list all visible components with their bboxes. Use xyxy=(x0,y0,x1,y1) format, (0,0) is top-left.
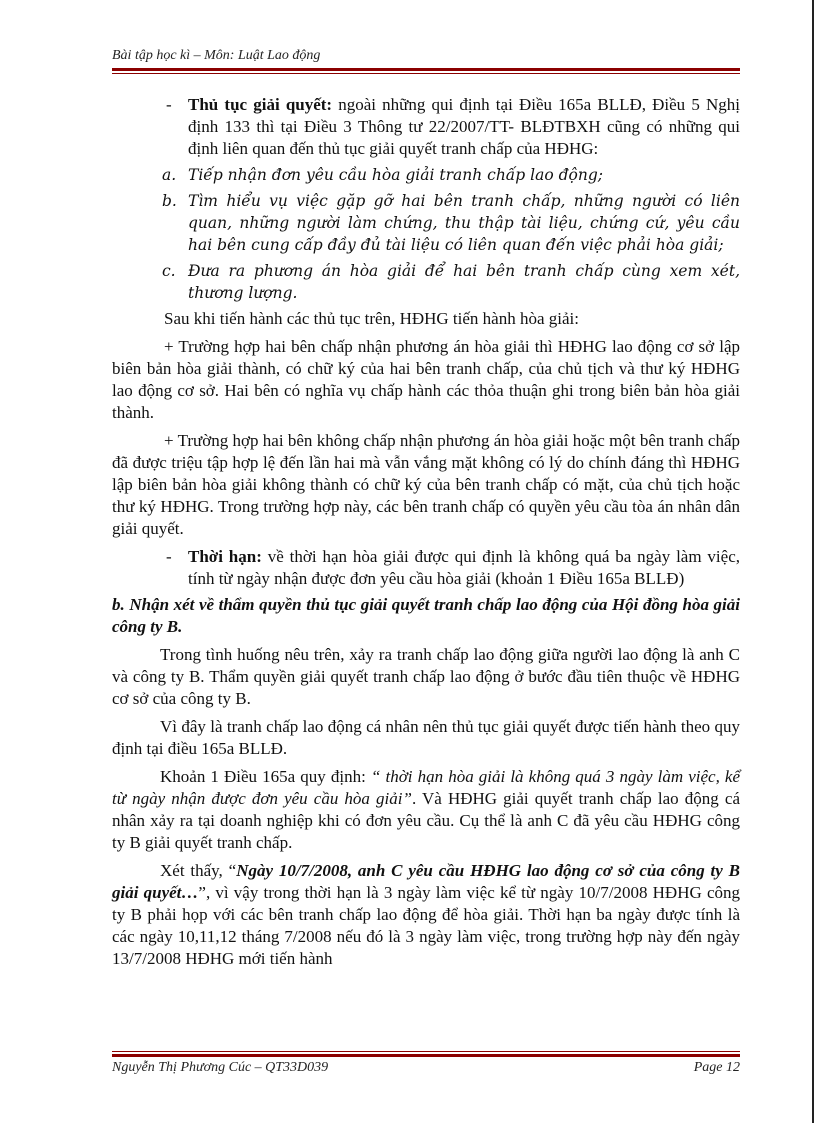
header-rule-thin xyxy=(112,73,740,74)
bullet-body: về thời hạn hòa giải được qui định là không quá ba ngày làm việc, tính từ ngày nhận được đơn yêu cầu hòa giải (khoản 1 Điều 165a BLLĐ) xyxy=(188,547,740,588)
paragraph-lead: Khoản 1 Điều 165a quy định: xyxy=(160,767,371,786)
bullet-dash: - xyxy=(166,95,172,114)
legal-quote: “ thời hạn hòa giải là không quá 3 ngày làm việc, kể từ ngày nhận được đơn yêu cầu hòa giải” xyxy=(112,767,741,808)
bullet-bold-label: Thời hạn: xyxy=(188,547,262,566)
footer-rule-thin xyxy=(112,1051,740,1052)
list-item xyxy=(162,164,740,186)
list-item xyxy=(162,190,740,256)
bullet-text xyxy=(188,94,740,160)
case-quote: Ngày 10/7/2008, anh C yêu cầu HĐHG lao động cơ sở của công ty B giải quyết… xyxy=(112,861,740,902)
list-item xyxy=(162,260,740,304)
paragraph: Vì đây là tranh chấp lao động cá nhân nên thủ tục giải quyết được tiến hành theo quy định tại điều 165a BLLĐ. xyxy=(112,717,740,758)
page-footer xyxy=(112,1060,740,1076)
list-item-text: Tiếp nhận đơn yêu cầu hòa giải tranh chấp lao động; xyxy=(188,166,603,184)
section-heading: b. Nhận xét về thẩm quyền thủ tục giải quyết tranh chấp lao động của Hội đồng hòa giải công ty B. xyxy=(112,595,740,636)
paragraph xyxy=(112,860,740,970)
list-item-label: b. xyxy=(162,192,177,210)
bullet-bold-label: Thủ tục giải quyết: xyxy=(188,95,333,114)
paragraph: Trong tình huống nêu trên, xảy ra tranh chấp lao động giữa người lao động là anh C và công ty B. Thẩm quyền giải quyết tranh chấp lao động ở bước đầu tiên thuộc về HĐHG cơ sở của công ty B. xyxy=(112,645,740,708)
list-item-label: a. xyxy=(162,166,177,184)
page-header: Bài tập học kì – Môn: Luật Lao động xyxy=(112,48,321,63)
page-frame-edge xyxy=(812,0,814,1123)
paragraph-tail: . Và HĐHG giải quyết tranh chấp lao động cá nhân xảy ra tại doanh nghiệp khi có đơn yêu cầu. Cụ thể là anh C đã yêu cầu HĐHG công ty B giải quyết tranh chấp. xyxy=(112,789,740,852)
bullet-deadline xyxy=(112,546,740,590)
header-rule-thick xyxy=(112,68,740,71)
paragraph-tail: ”, vì vậy trong thời hạn là 3 ngày làm việc kể từ ngày 10/7/2008 HĐHG công ty B phải họp với các bên tranh chấp lao động để hòa giải. Thời hạn ba ngày được tính là các ngày 10,11,12 tháng 7/2008 nếu đó là 3 ngày làm việc, trong trường hợp này đến ngày 13/7/2008 HĐHG mới tiến hành xyxy=(112,883,740,968)
list-item-label: c. xyxy=(162,262,176,280)
footer-rule-thick xyxy=(112,1054,740,1057)
paragraph: Sau khi tiến hành các thủ tục trên, HĐHG tiến hành hòa giải: xyxy=(164,309,579,328)
bullet-dash: - xyxy=(166,547,172,566)
bullet-procedure xyxy=(112,94,740,160)
bullet-body: ngoài những qui định tại Điều 165a BLLĐ, Điều 5 Nghị định 133 thì tại Điều 3 Thông tư 22/2007/TT- BLĐTBXH cũng có những qui định liên quan đến thủ tục giải quyết tranh chấp của HĐHG: xyxy=(188,95,740,158)
paragraph xyxy=(112,766,740,854)
page-number: Page 12 xyxy=(693,1060,740,1075)
list-item-text: Tìm hiểu vụ việc gặp gỡ hai bên tranh chấp, những người có liên quan, những người làm chứng, thu thập tài liệu, chứng cứ, yêu cầu hai bên cung cấp đầy đủ tài liệu có liên quan đến việc phải hòa giải; xyxy=(188,192,740,254)
footer-author: Nguyễn Thị Phương Cúc – QT33D039 xyxy=(112,1060,329,1075)
document-body xyxy=(112,94,740,976)
paragraph: + Trường hợp hai bên không chấp nhận phương án hòa giải hoặc một bên tranh chấp đã được triệu tập hợp lệ đến lần hai mà vẫn vắng mặt không có lý do chính đáng thì HĐHG lập biên bản hòa giải không thành có chữ ký của bên tranh chấp có mặt, của chủ tịch hoặc thư ký HĐHG. Trong trường hợp này, các bên tranh chấp có quyền yêu cầu tòa án nhân dân giải quyết. xyxy=(112,431,740,538)
paragraph: + Trường hợp hai bên chấp nhận phương án hòa giải thì HĐHG lao động cơ sở lập biên bản hòa giải thành, có chữ ký của hai bên tranh chấp, của chủ tịch và thư ký HĐHG lao động cơ sở. Hai bên có nghĩa vụ chấp hành các thỏa thuận ghi trong biên bản hòa giải thành. xyxy=(112,337,740,422)
list-item-text: Đưa ra phương án hòa giải để hai bên tranh chấp cùng xem xét, thương lượng. xyxy=(188,262,740,302)
bullet-text xyxy=(188,546,740,590)
paragraph-lead: Xét thấy, “ xyxy=(160,861,237,880)
